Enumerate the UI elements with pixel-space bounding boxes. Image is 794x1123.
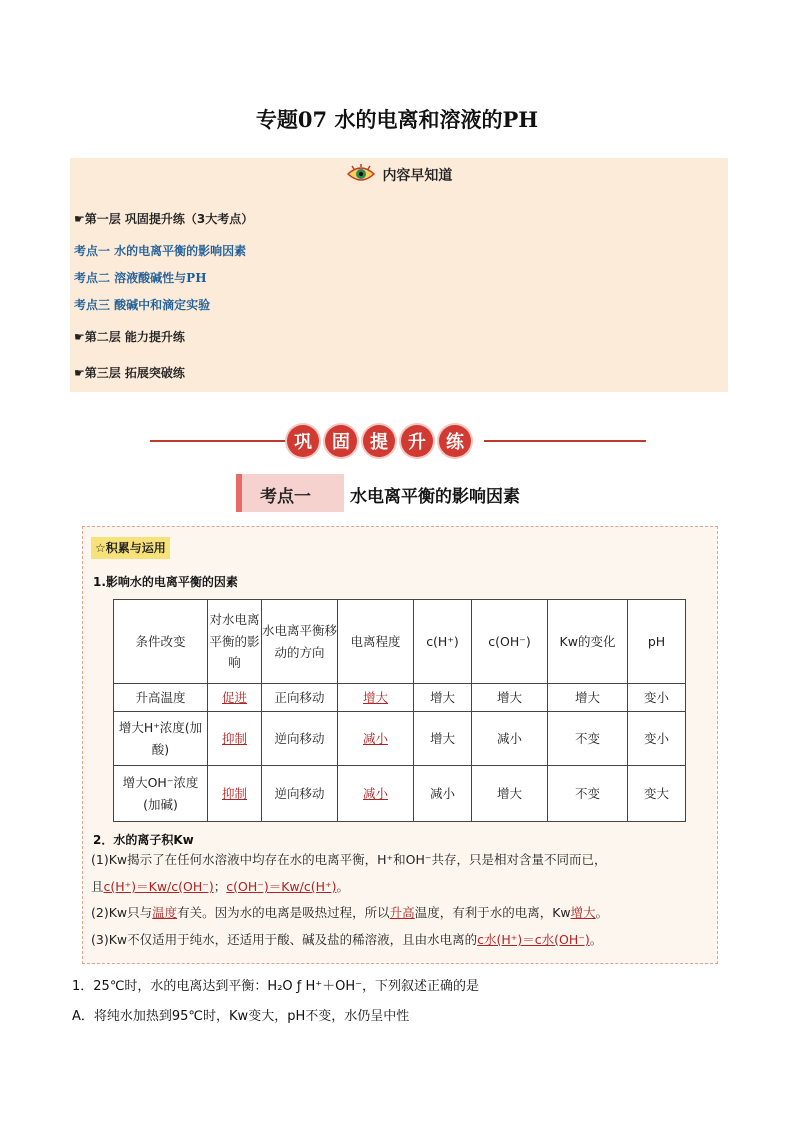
- subhead-1: 1.影响水的电离平衡的因素: [93, 575, 238, 589]
- banner-char: 巩: [287, 425, 319, 457]
- star-icon: ☆: [95, 541, 106, 555]
- toc-layer-2[interactable]: ☛第二层 能力提升练: [74, 330, 185, 344]
- paragraph-3: (3)Kw不仅适用于纯水，还适用于酸、碱及盐的稀溶液，且由水电离的c水(H⁺)＝c水(OH⁻)。: [91, 932, 603, 947]
- banner-char: 练: [439, 425, 471, 457]
- formula-h: c(H⁺)＝Kw/c(OH⁻): [103, 879, 214, 894]
- kaodian-title: 水电离平衡的影响因素: [350, 487, 520, 507]
- table-cell: 抑制: [208, 766, 262, 822]
- toc-point-1[interactable]: 考点一 水的电离平衡的影响因素: [74, 244, 247, 258]
- toc-point-3[interactable]: 考点三 酸碱中和滴定实验: [74, 298, 211, 312]
- table-header: pH: [628, 600, 686, 684]
- table-cell: 增大: [338, 684, 414, 712]
- table-cell: 变小: [628, 684, 686, 712]
- table-row: [114, 684, 686, 712]
- option-a: A．将纯水加热到95℃时，Kw变大，pH不变，水仍呈中性: [72, 1009, 410, 1024]
- banner-char: 固: [325, 425, 357, 457]
- table-cell: 减小: [414, 766, 472, 822]
- table-cell: 升高温度: [114, 684, 208, 712]
- toc-point-2[interactable]: 考点二 溶液酸碱性与PH: [74, 271, 207, 285]
- table-header: Kw的变化: [548, 600, 628, 684]
- toc-layer-1[interactable]: ☛第一层 巩固提升练（3大考点）: [74, 212, 254, 226]
- banner-char: 提: [363, 425, 395, 457]
- table-cell: 不变: [548, 712, 628, 766]
- table-header: 条件改变: [114, 600, 208, 684]
- kaodian-label: 考点一: [260, 487, 311, 507]
- table-cell: 抑制: [208, 712, 262, 766]
- table-header: 水电离平衡移动的方向: [262, 600, 338, 684]
- table-cell: 逆向移动: [262, 766, 338, 822]
- table-cell: 增大: [472, 684, 548, 712]
- eye-icon: [346, 164, 376, 188]
- table-row: [114, 712, 686, 766]
- subhead-2: 2．水的离子积Kw: [93, 833, 194, 847]
- table-cell: 变小: [628, 712, 686, 766]
- panel-tag: ☆积累与运用: [91, 537, 170, 559]
- banner-line-right: [484, 440, 646, 442]
- toc-box: [70, 158, 728, 392]
- table-header: 电离程度: [338, 600, 414, 684]
- page-title: 专题07 水的电离和溶液的PH: [255, 107, 539, 132]
- knowledge-panel: [82, 526, 718, 964]
- table-cell: 增大: [472, 766, 548, 822]
- table-cell: 增大: [414, 684, 472, 712]
- table-cell: 减小: [472, 712, 548, 766]
- table-cell: 减小: [338, 712, 414, 766]
- table-header-row: [114, 600, 686, 684]
- table-cell: 不变: [548, 766, 628, 822]
- factor-table: [113, 599, 686, 822]
- table-cell: 减小: [338, 766, 414, 822]
- toc-layer-3[interactable]: ☛第三层 拓展突破练: [74, 366, 185, 380]
- table-cell: 促进: [208, 684, 262, 712]
- table-cell: 增大: [414, 712, 472, 766]
- paragraph-2: (2)Kw只与温度有关。因为水的电离是吸热过程，所以升高温度，有利于水的电离，Kw增大。: [91, 905, 609, 920]
- toc-heading: 内容早知道: [70, 164, 728, 188]
- banner-char: 升: [401, 425, 433, 457]
- table-cell: 增大H⁺浓度(加酸): [114, 712, 208, 766]
- table-header: 对水电离平衡的影响: [208, 600, 262, 684]
- table-cell: 增大OH⁻浓度(加碱): [114, 766, 208, 822]
- question-stem: 1．25℃时，水的电离达到平衡：H₂O ƒ H⁺＋OH⁻，下列叙述正确的是: [72, 979, 479, 994]
- table-cell: 逆向移动: [262, 712, 338, 766]
- paragraph-1: (1)Kw揭示了在任何水溶液中均存在水的电离平衡，H⁺和OH⁻共存，只是相对含量不同而已，: [91, 852, 607, 867]
- formula-oh: c(OH⁻)＝Kw/c(H⁺): [226, 879, 337, 894]
- table-row: [114, 766, 686, 822]
- table-cell: 变大: [628, 766, 686, 822]
- table-cell: 正向移动: [262, 684, 338, 712]
- kaodian-label-box: [236, 474, 344, 512]
- section-banner: [287, 425, 471, 457]
- paragraph-1b: 且c(H⁺)＝Kw/c(OH⁻)；c(OH⁻)＝Kw/c(H⁺)。: [91, 879, 349, 894]
- table-header: c(OH⁻): [472, 600, 548, 684]
- banner-line-left: [150, 440, 286, 442]
- table-header: c(H⁺): [414, 600, 472, 684]
- table-cell: 增大: [548, 684, 628, 712]
